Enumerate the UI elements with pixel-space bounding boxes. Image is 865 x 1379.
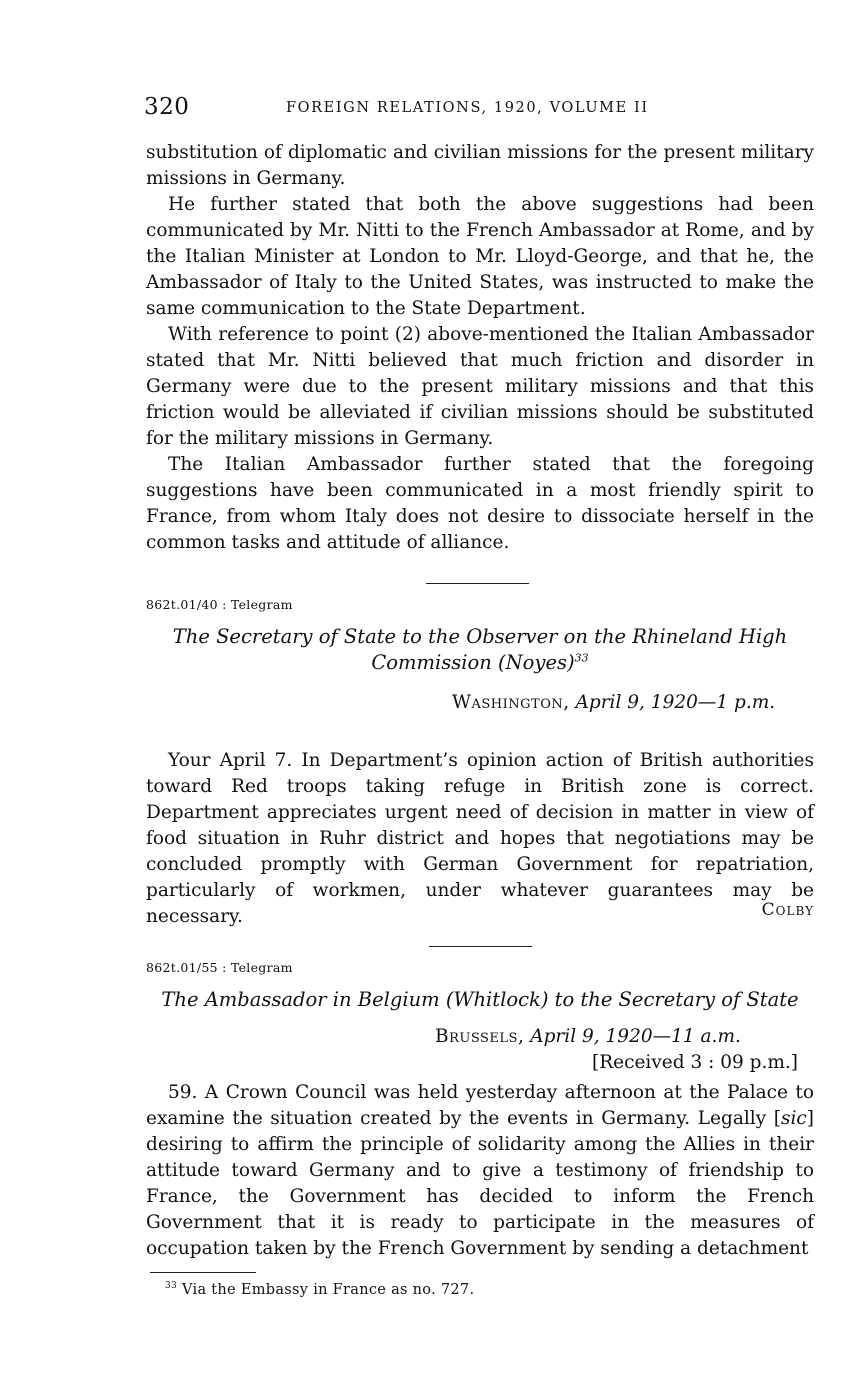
footnote-text: Via the Embassy in France as no. 727. — [181, 1282, 475, 1298]
continuation-text — [146, 140, 814, 556]
section-divider — [429, 946, 532, 947]
heading-line: Commission (Noyes)$^{33}$ — [371, 651, 589, 674]
footnote-marker: 33 — [574, 651, 589, 665]
received-note: [Received 3 : 09 p.m.] — [592, 1052, 798, 1073]
paragraph: With reference to point (2) above-mentioned the Italian Ambassador stated that Mr. Nitti believed that much friction and disorder in Germany were due to the present military missions and that this friction would be alleviated if civilian missions should be substituted for the military missions in Germany. — [146, 324, 814, 449]
file-reference: 862t.01/55 : Telegram — [146, 960, 293, 975]
paragraph: He further stated that both the above suggestions had been communicated by Mr. Nitti to the French Ambassador at Rome, and by the Italian Minister at London to Mr. Lloyd-George, and that he, the Ambassador of Italy to the United States, was instructed to make the same communication to the State Department. — [146, 194, 814, 319]
paragraph: Your April 7. In Department’s opinion action of British authorities toward Red troops taking refuge in British zone is correct. Department appreciates urgent need of decision in matter in view of food situation in Ruhr district and hopes that negotiations may be concluded promptly with German Government for repatriation, particularly of workmen, under whatever guarantees may be necessary. — [146, 750, 814, 927]
document-heading: The Ambassador in Belgium (Whitlock) to the Secretary of State — [161, 988, 799, 1011]
heading-line: The Secretary of State to the Observer on the Rhineland High — [172, 625, 788, 648]
file-reference: 862t.01/40 : Telegram — [146, 597, 293, 612]
sic-annotation: sic — [781, 1108, 807, 1129]
signature: Colby — [761, 900, 814, 920]
footnote-marker: 33 — [165, 1281, 178, 1292]
document-heading — [146, 624, 814, 676]
footnote-divider — [150, 1272, 256, 1273]
footnote — [165, 1282, 474, 1298]
section-divider — [426, 583, 529, 584]
dateline — [452, 692, 775, 713]
telegram-body — [146, 748, 814, 930]
running-head: FOREIGN RELATIONS, 1920, VOLUME II — [286, 100, 649, 116]
dateline-date: April 9, 1920—11 a.m. — [530, 1026, 741, 1047]
paragraph: substitution of diplomatic and civilian missions for the present military missions in Germany. — [146, 142, 814, 189]
telegram-body — [146, 1080, 814, 1262]
dateline-place: Washington, — [452, 692, 570, 713]
dateline-place: Brussels, — [435, 1026, 525, 1047]
dateline-date: April 9, 1920—1 p.m. — [575, 692, 776, 713]
paragraph: 59. A Crown Council was held yesterday afternoon at the Palace to examine the situation created by the events in Germany. Legally [sic] desiring to affirm the principle of solidarity among the Allies in their attitude toward Germany and to give a testimony of friendship to France, the Government has decided to inform the French Government that it is ready to participate in the measures of occupation taken by the French Government by sending a detachment — [146, 1082, 814, 1259]
page-number: 320 — [144, 94, 190, 120]
dateline — [435, 1026, 741, 1047]
paragraph: The Italian Ambassador further stated that the foregoing suggestions have been communicated in a most friendly spirit to France, from whom Italy does not desire to dissociate herself in the common tasks and attitude of alliance. — [146, 454, 814, 553]
